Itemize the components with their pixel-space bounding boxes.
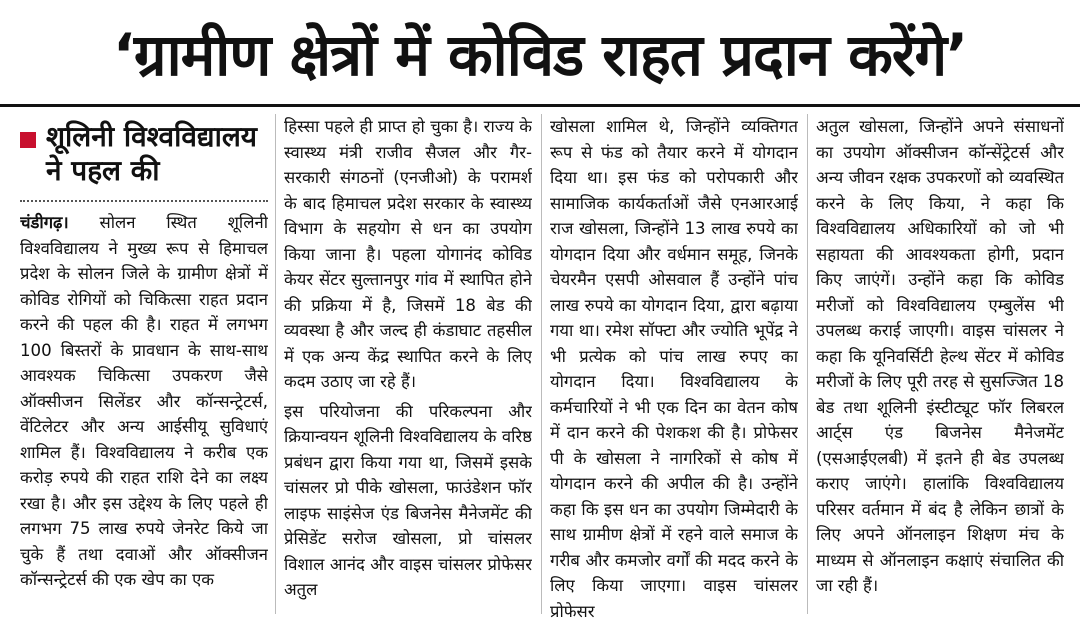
- column-3-paragraph: खोसला शामिल थे, जिन्होंने व्यक्तिगत रूप से फंड को तैयार करने में योगदान दिया था। इस फंड को परोपकारी और सामाजिक कार्यकर्ताओं जैसे एनआरआई राज खोसला, जिन्होंने 13 लाख रुपये का योगदान दिया और वर्धमान समूह, जिनके चेयरमैन एसपी ओसवाल हैं उन्होंने पांच लाख रुपये का योगदान दिया, द्वारा बढ़ाया गया था। रमेश सॉफ्टा और ज्योति भूपेंद्र ने भी प्रत्येक को पांच लाख रुपए का योगदान दिया। विश्वविद्यालय के कर्मचारियों ने भी एक दिन का वेतन कोष में दान करने की पेशकश की है। प्रोफेसर पी के खोसला ने नागरिकों से कोष में योगदान करने की अपील की है। उन्होंने कहा कि इस धन का उपयोग जिम्मेदारी के साथ ग्रामीण क्षेत्रों में रहने वाले समाज के गरीब और कमजोर वर्गों की मदद करने के लिए किया जाएगा। वाइस चांसलर प्रोफेसर: [550, 117, 798, 620]
- column-2-paragraph-2: इस परियोजना की परिकल्पना और क्रियान्वयन शूलिनी विश्वविद्यालय के वरिष्ठ प्रबंधन द्वारा किया गया था, जिसमें इसके चांसलर प्रो पीके खोसला, फाउंडेशन फॉर लाइफ साइंसेज एंड बिजनेस मैनेजमेंट की प्रेसिडेंट सरोज खोसला, प्रो चांसलर विशाल आनंद और वाइस चांसलर प्रोफेसर अतुल: [284, 401, 532, 599]
- headline: ‘ग्रामीण क्षेत्रों में कोविड राहत प्रदान करेंगे’: [112, 20, 968, 89]
- dateline: चंडीगढ़।: [20, 213, 69, 232]
- column-4: [816, 114, 1064, 620]
- column-2-paragraph-1: हिस्सा पहले ही प्राप्त हो चुका है। राज्य के स्वास्थ्य मंत्री राजीव सैजल और गैर-सरकारी संगठनों (एनजीओ) के परामर्श के बाद हिमाचल प्रदेश सरकार के स्वास्थ्य विभाग के सहयोग से धन का उपयोग किया जाना है। पहला योगानंद कोविड केयर सेंटर सुल्तानपुर गांव में स्थापित होने की प्रक्रिया में है, जिसमें 18 बेड की व्यवस्था है और जल्द ही कंडाघाट तहसील में एक अन्य केंद्र स्थापित करने के लिए कदम उठाए जा रहे हैं।: [284, 117, 532, 391]
- column-3: [550, 114, 798, 620]
- subhead-block: [20, 120, 268, 188]
- subhead-line-1: शूलिनी विश्वविद्यालय: [46, 120, 258, 153]
- column-1-paragraph: [20, 210, 268, 593]
- subhead-line-2: ने पहल की: [46, 154, 160, 187]
- dotted-divider: [20, 200, 268, 202]
- column-separator: [541, 114, 542, 614]
- subhead: [46, 120, 257, 188]
- column-1: [20, 114, 268, 620]
- red-square-icon: [20, 132, 36, 148]
- column-4-paragraph: अतुल खोसला, जिन्होंने अपने संसाधनों का उपयोग ऑक्सीजन कॉन्सेंट्रेटर्स और अन्य जीवन रक्षक उपकरणों को व्यवस्थित करने के लिए किया, ने कहा कि विश्वविद्यालय अधिकारियों को जो भी सहायता की आवश्यकता होगी, प्रदान किए जाएंगें। उन्होंने कहा कि कोविड मरीजों को विश्वविद्यालय एम्बुलेंस भी उपलब्ध कराई जाएगी। वाइस चांसलर ने कहा कि यूनिवर्सिटी हेल्थ सेंटर में कोविड मरीजों के लिए पूरी तरह से सुसज्जित 18 बेड तथा शूलिनी इंस्टीट्यूट फॉर लिबरल आर्ट्स एंड बिजनेस मैनेजमेंट (एसआईएलबी) में इतने ही बेड उपलब्ध कराए जाएंगे। हालांकि विश्वविद्यालय परिसर वर्तमान में बंद है लेकिन छात्रों के लिए अपने ऑनलाइन शिक्षण मंच के माध्यम से ऑनलाइन कक्षाएं संचालित की जा रही हैं।: [816, 117, 1064, 595]
- headline-rule: [0, 104, 1080, 107]
- column-1-text: सोलन स्थित शूलिनी विश्वविद्यालय ने मुख्य रूप से हिमाचल प्रदेश के सोलन जिले के ग्रामीण क्षेत्रों में कोविड रोगियों को चिकित्सा राहत प्रदान करने की पहल की है। राहत में लगभग 100 बिस्तरों के प्रावधान के साथ-साथ आवश्यक चिकित्सा उपकरण जैसे ऑक्सीजन सिलेंडर और कॉन्सन्ट्रेटर्स, वेंटिलेटर और अन्य आईसीयू सुविधाएं शामिल हैं। विश्वविद्यालय ने करीब एक करोड़ रुपये की राहत राशि देने का लक्ष्य रखा है। और इस उद्देश्य के लिए पहले ही लगभग 75 लाख रुपये जेनरेट किये जा चुके हैं तथा दवाओं और ऑक्सीजन कॉन्सन्ट्रेटर्स की एक खेप का एक: [20, 213, 268, 589]
- column-separator: [807, 114, 808, 614]
- column-separator: [275, 114, 276, 614]
- column-2: [284, 114, 532, 620]
